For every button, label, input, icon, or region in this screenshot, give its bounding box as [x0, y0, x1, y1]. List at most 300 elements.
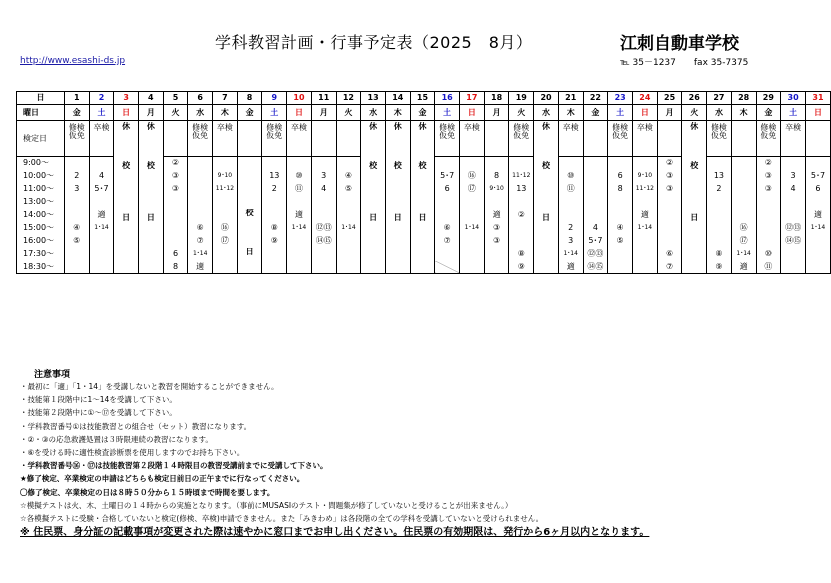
weekday: 土 [781, 105, 806, 121]
class-slot [657, 222, 682, 235]
class-slot: 1･14 [558, 248, 583, 261]
class-slot [484, 157, 509, 170]
class-slot: 適 [484, 209, 509, 222]
class-slot: 1･14 [805, 222, 830, 235]
closed-cell [237, 222, 262, 235]
weekday: 土 [435, 105, 460, 121]
exam-row-label: 検定日 [17, 121, 65, 157]
class-slot: ⑭⑮ [583, 261, 608, 274]
class-slot: 3 [781, 170, 806, 183]
closed-day-glyph: 日 [122, 213, 131, 222]
class-slot: ⑦ [657, 261, 682, 274]
note-line: 〇修了検定、卒業検定の日は８時５０分から１５時頃まで時間を要します。 [20, 487, 275, 497]
exam-cell [435, 121, 460, 157]
class-slot [287, 261, 312, 274]
day-number: 31 [805, 92, 830, 105]
class-slot [633, 235, 658, 248]
class-slot [805, 261, 830, 274]
class-slot: 1･14 [460, 222, 485, 235]
weekday: 木 [731, 105, 756, 121]
closed-day-glyph: 校 [146, 161, 155, 170]
class-slot [336, 248, 361, 261]
class-slot [460, 157, 485, 170]
exam-type: 仮免 [710, 131, 727, 140]
class-slot: 適 [731, 261, 756, 274]
class-slot [64, 196, 89, 209]
class-slot: ⑦ [188, 235, 213, 248]
class-slot [311, 209, 336, 222]
weekday: 金 [410, 105, 435, 121]
exam-type: 仮免 [192, 131, 209, 140]
class-slot: 11･12 [509, 170, 534, 183]
class-slot [435, 196, 460, 209]
exam-type: 卒検 [216, 123, 233, 132]
class-slot: ⑩ [287, 170, 312, 183]
class-slot: ⑫⑬ [583, 248, 608, 261]
class-slot: ④ [608, 222, 633, 235]
note-line: ・技能第１段階中に1～14を受講して下さい。 [20, 395, 177, 405]
class-slot: 1･14 [336, 222, 361, 235]
time-label: 15:00～ [17, 222, 65, 235]
class-slot: ⑤ [336, 183, 361, 196]
class-slot: ⑫⑬ [311, 222, 336, 235]
class-slot [64, 157, 89, 170]
class-slot: ⑰ [460, 183, 485, 196]
class-slot: ③ [484, 222, 509, 235]
closed-day-cell [114, 121, 139, 274]
class-slot [608, 196, 633, 209]
closed-cell [237, 196, 262, 209]
class-slot [287, 235, 312, 248]
day-number: 23 [608, 92, 633, 105]
weekday: 日 [805, 105, 830, 121]
class-slot: ⑤ [64, 235, 89, 248]
class-slot: 13 [509, 183, 534, 196]
closed-day-glyph: 日 [393, 213, 402, 222]
no-class-cell [435, 261, 460, 274]
class-slot [460, 209, 485, 222]
closed-day-glyph: 日 [369, 213, 378, 222]
day-number: 4 [139, 92, 164, 105]
weekday: 木 [213, 105, 238, 121]
class-slot: 6 [805, 183, 830, 196]
class-slot [213, 248, 238, 261]
class-slot: ⑨ [262, 235, 287, 248]
exam-cell [731, 121, 756, 157]
class-slot: ③ [756, 170, 781, 183]
weekday: 月 [657, 105, 682, 121]
class-slot [781, 157, 806, 170]
exam-type: 修検 [68, 123, 85, 132]
class-slot [484, 196, 509, 209]
class-slot: ⑯ [460, 170, 485, 183]
day-number: 20 [534, 92, 559, 105]
class-slot [509, 196, 534, 209]
class-slot [608, 209, 633, 222]
class-slot: 1･14 [633, 222, 658, 235]
class-slot [731, 196, 756, 209]
class-slot [213, 196, 238, 209]
class-slot: 5･7 [805, 170, 830, 183]
class-slot [336, 209, 361, 222]
day-number: 29 [756, 92, 781, 105]
weekday: 日 [287, 105, 312, 121]
class-slot [163, 235, 188, 248]
class-slot [460, 261, 485, 274]
class-slot [583, 209, 608, 222]
exam-type: 卒検 [291, 123, 307, 132]
class-slot [707, 235, 732, 248]
class-slot [608, 261, 633, 274]
class-slot: 8 [484, 170, 509, 183]
class-slot [460, 196, 485, 209]
time-label: 9:00～ [17, 157, 65, 170]
class-slot [262, 209, 287, 222]
exam-type: 卒検 [562, 123, 579, 132]
class-slot [237, 157, 262, 170]
class-slot [213, 261, 238, 274]
class-slot [188, 157, 213, 170]
exam-type: 仮免 [612, 131, 629, 140]
class-slot: ② [509, 209, 534, 222]
closed-day-glyph: 校 [542, 161, 550, 170]
exam-type: 卒検 [463, 123, 480, 132]
class-slot: ⑥ [435, 222, 460, 235]
class-slot [707, 222, 732, 235]
class-slot [756, 196, 781, 209]
class-slot [633, 248, 658, 261]
weekday: 日 [633, 105, 658, 121]
notes-title: 注意事項 [34, 370, 71, 380]
note-line: ・⑥を受ける時に適性検査診断票を使用しますのでお持ち下さい。 [20, 447, 245, 457]
closed-day-glyph: 休 [369, 122, 378, 131]
class-slot [213, 157, 238, 170]
weekday-row-label: 曜日 [17, 105, 65, 121]
weekday: 水 [188, 105, 213, 121]
exam-cell [213, 121, 238, 157]
class-slot [163, 196, 188, 209]
note-line: ★修了検定、卒業検定の申請はどちらも検定日前日の正午までに行なってください。 [20, 474, 305, 484]
note-line: ☆模擬テストは火、木、土曜日の１４時からの実施となります。（事前にMUSASIのテスト・問題集が修了していないと受けることが出来ません。） [20, 500, 513, 510]
class-slot: ⑥ [188, 222, 213, 235]
exam-type: 修検 [760, 123, 777, 132]
exam-cell [163, 121, 188, 157]
closed-day-glyph: 校 [369, 161, 378, 170]
day-number: 15 [410, 92, 435, 105]
exam-type: 修検 [439, 123, 456, 132]
class-slot [805, 248, 830, 261]
class-slot: 8 [163, 261, 188, 274]
closed-cell [237, 209, 262, 222]
closed-day-glyph: 休 [690, 122, 699, 131]
class-slot [262, 196, 287, 209]
class-slot [657, 196, 682, 209]
website-link[interactable]: http://www.esashi-ds.jp [20, 56, 126, 66]
time-label: 17:30～ [17, 248, 65, 261]
class-slot: ⑨ [509, 261, 534, 274]
weekday: 水 [707, 105, 732, 121]
contact-numbers: ℡ 35－1237 fax 35-7375 [620, 58, 749, 68]
closed-day-glyph: 日 [146, 213, 155, 222]
exam-cell [89, 121, 114, 157]
class-slot [509, 235, 534, 248]
class-slot: ⑪ [287, 183, 312, 196]
class-slot [484, 248, 509, 261]
exam-cell [707, 121, 732, 157]
class-slot: 5･7 [89, 183, 114, 196]
schedule-table [16, 91, 831, 274]
time-label: 10:00～ [17, 170, 65, 183]
exam-type: 仮免 [760, 131, 777, 140]
exam-cell [287, 121, 312, 157]
class-slot [756, 235, 781, 248]
exam-cell [608, 121, 633, 157]
day-number: 26 [682, 92, 707, 105]
class-slot: 4 [89, 170, 114, 183]
class-slot [89, 235, 114, 248]
class-slot [336, 261, 361, 274]
class-slot [558, 157, 583, 170]
class-slot: ② [756, 157, 781, 170]
class-slot [311, 261, 336, 274]
day-number: 25 [657, 92, 682, 105]
class-slot: 4 [311, 183, 336, 196]
weekday: 火 [509, 105, 534, 121]
class-slot [188, 183, 213, 196]
class-slot: 1･14 [89, 222, 114, 235]
exam-cell [583, 121, 608, 157]
weekday: 金 [583, 105, 608, 121]
weekday: 火 [336, 105, 361, 121]
class-slot [781, 261, 806, 274]
class-slot: ③ [657, 183, 682, 196]
note-line: ・技能第２段階中に①～⑰を受講して下さい。 [20, 408, 177, 418]
class-slot [188, 196, 213, 209]
class-slot [435, 157, 460, 170]
weekday: 水 [361, 105, 386, 121]
class-slot: ⑧ [509, 248, 534, 261]
closed-day-glyph: 日 [690, 213, 699, 222]
closed-cell [237, 235, 262, 248]
class-slot [731, 157, 756, 170]
closed-day-glyph: 校 [690, 161, 699, 170]
weekday: 木 [385, 105, 410, 121]
class-slot: 適 [287, 209, 312, 222]
class-slot [435, 209, 460, 222]
class-slot [287, 248, 312, 261]
exam-cell [558, 121, 583, 157]
weekday: 金 [64, 105, 89, 121]
class-slot [336, 196, 361, 209]
class-slot [262, 157, 287, 170]
class-slot [731, 209, 756, 222]
class-slot [287, 157, 312, 170]
class-slot [583, 196, 608, 209]
class-slot [558, 196, 583, 209]
class-slot: 5･7 [435, 170, 460, 183]
class-slot [336, 157, 361, 170]
closed-day-glyph: 休 [542, 122, 550, 131]
class-slot [89, 157, 114, 170]
class-slot: ⑰ [213, 235, 238, 248]
class-slot: ⑦ [435, 235, 460, 248]
day-number: 8 [237, 92, 262, 105]
closed-day-glyph: 校 [245, 208, 254, 217]
class-slot [633, 157, 658, 170]
class-slot [460, 248, 485, 261]
exam-cell [657, 121, 682, 157]
class-slot: 3 [64, 183, 89, 196]
class-slot [311, 248, 336, 261]
exam-type: 修検 [710, 123, 727, 132]
time-label: 18:30～ [17, 261, 65, 274]
exam-type: 卒検 [785, 123, 802, 132]
day-number: 14 [385, 92, 410, 105]
class-slot [435, 248, 460, 261]
exam-type: 仮免 [513, 131, 530, 140]
exam-type: 修検 [513, 123, 530, 132]
day-number: 10 [287, 92, 312, 105]
closed-day-glyph: 日 [245, 247, 254, 256]
closed-day-glyph: 休 [393, 122, 402, 131]
closed-day-cell [682, 121, 707, 274]
class-slot: 6 [608, 170, 633, 183]
day-number: 24 [633, 92, 658, 105]
closed-day-glyph: 休 [418, 122, 427, 131]
closed-day-glyph: 校 [122, 161, 131, 170]
class-slot [805, 196, 830, 209]
class-slot: ⑧ [707, 248, 732, 261]
closed-day-cell [410, 121, 435, 274]
class-slot: 適 [188, 261, 213, 274]
class-slot: ⑯ [213, 222, 238, 235]
class-slot: 11･12 [633, 183, 658, 196]
closed-day-cell [361, 121, 386, 274]
class-slot [311, 157, 336, 170]
class-slot [657, 209, 682, 222]
exam-cell [311, 121, 336, 157]
class-slot [756, 209, 781, 222]
weekday: 日 [460, 105, 485, 121]
class-slot: ③ [163, 183, 188, 196]
class-slot: 13 [707, 170, 732, 183]
class-slot [608, 157, 633, 170]
class-slot [707, 209, 732, 222]
class-slot [336, 235, 361, 248]
note-line: ☆各模擬テストに受験・合格していないと検定(修検、卒検)申請できません。また「みきわめ」は各段階の全ての学科を受講していないと受けられません。 [20, 513, 544, 523]
exam-cell [460, 121, 485, 157]
weekday: 土 [262, 105, 287, 121]
class-slot [64, 261, 89, 274]
class-slot [805, 157, 830, 170]
class-slot: 4 [583, 222, 608, 235]
class-slot [163, 209, 188, 222]
class-slot [558, 209, 583, 222]
class-slot [509, 157, 534, 170]
exam-cell [756, 121, 781, 157]
class-slot: ⑪ [558, 183, 583, 196]
class-slot [89, 196, 114, 209]
class-slot [237, 170, 262, 183]
day-number: 6 [188, 92, 213, 105]
weekday: 水 [534, 105, 559, 121]
class-slot: ⑯ [731, 222, 756, 235]
day-number: 27 [707, 92, 732, 105]
class-slot: ⑭⑮ [781, 235, 806, 248]
class-slot [237, 183, 262, 196]
closed-cell [237, 248, 262, 261]
class-slot [731, 183, 756, 196]
class-slot [756, 222, 781, 235]
weekday: 日 [114, 105, 139, 121]
closed-day-cell [139, 121, 164, 274]
school-name: 江刺自動車学校 [620, 34, 739, 54]
class-slot [657, 235, 682, 248]
exam-cell [237, 121, 262, 157]
day-number: 17 [460, 92, 485, 105]
day-number: 28 [731, 92, 756, 105]
class-slot [509, 222, 534, 235]
class-slot: 適 [89, 209, 114, 222]
day-number: 12 [336, 92, 361, 105]
class-slot [89, 261, 114, 274]
class-slot: ⑩ [558, 170, 583, 183]
exam-cell [188, 121, 213, 157]
day-number: 19 [509, 92, 534, 105]
time-label: 11:00～ [17, 183, 65, 196]
day-number: 1 [64, 92, 89, 105]
day-number: 3 [114, 92, 139, 105]
class-slot [484, 261, 509, 274]
day-number: 30 [781, 92, 806, 105]
time-label: 13:00～ [17, 196, 65, 209]
class-slot: ⑤ [608, 235, 633, 248]
day-number: 16 [435, 92, 460, 105]
class-slot [781, 209, 806, 222]
note-line: ・最初に「適」「1・14」を受講しないと教習を開始することができません。 [20, 382, 279, 391]
class-slot: 3 [558, 235, 583, 248]
exam-cell [262, 121, 287, 157]
class-slot: 2 [707, 183, 732, 196]
class-slot: 9･10 [633, 170, 658, 183]
class-slot [89, 248, 114, 261]
class-slot: 13 [262, 170, 287, 183]
exam-type: 仮免 [68, 131, 85, 140]
weekday: 土 [608, 105, 633, 121]
class-slot: 1･14 [287, 222, 312, 235]
exam-cell [64, 121, 89, 157]
class-slot [781, 196, 806, 209]
class-slot: 適 [633, 209, 658, 222]
class-slot [188, 170, 213, 183]
class-slot: ⑨ [707, 261, 732, 274]
exam-cell [633, 121, 658, 157]
class-slot: ⑥ [657, 248, 682, 261]
note-line: ※ 住民票、身分証の記載事項が変更された際は速やかに窓口までお申し出ください。住民票の有効期限は、発行から6ヶ月以内となります。 [20, 527, 650, 539]
class-slot [608, 248, 633, 261]
note-line: ・②・③の応急救護処置は３時限連続の教習になります。 [20, 434, 213, 444]
class-slot [287, 196, 312, 209]
class-slot [311, 196, 336, 209]
weekday: 土 [89, 105, 114, 121]
exam-type: 修検 [192, 123, 209, 132]
class-slot: ④ [64, 222, 89, 235]
class-slot [731, 170, 756, 183]
class-slot: ③ [756, 183, 781, 196]
exam-type: 卒検 [636, 123, 653, 132]
notes-section [20, 367, 820, 540]
day-number: 5 [163, 92, 188, 105]
